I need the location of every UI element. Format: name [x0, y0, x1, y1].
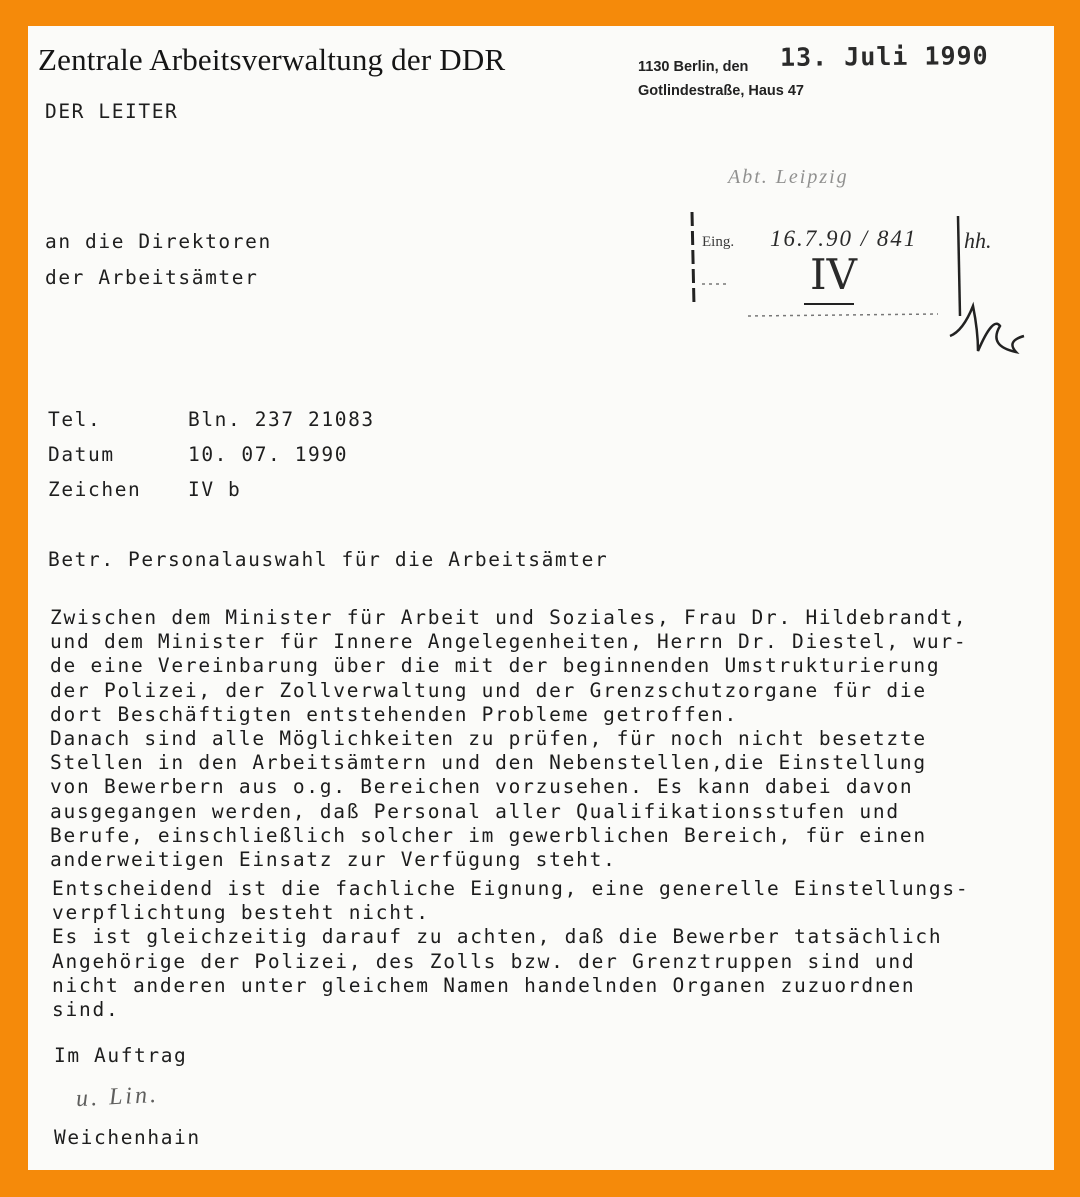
receipt-stamp — [688, 156, 1048, 376]
body-line: nicht anderen unter gleichem Namen handelnden Organen zuzuordnen — [52, 973, 916, 997]
address-street: Gotlindestraße, Haus 47 — [638, 83, 804, 99]
body-line: der Polizei, der Zollverwaltung und der Grenzschutzorgane für die — [50, 678, 927, 702]
receipt-stamp-department-mark: IV — [810, 250, 857, 299]
reference-value: IV b — [188, 478, 242, 501]
signatory-name: Weichenhain — [54, 1126, 201, 1149]
date-stamp: 13. Juli 1990 — [779, 41, 989, 72]
reference-label: Zeichen — [48, 478, 142, 501]
body-line: ausgegangen werden, daß Personal aller Qualifikationsstufen und — [50, 799, 900, 823]
date-label: Datum — [48, 443, 115, 466]
receipt-stamp-initials: hh. — [964, 228, 992, 253]
closing-phrase: Im Auftrag — [54, 1044, 188, 1067]
phone-label: Tel. — [48, 408, 102, 431]
body-line: Zwischen dem Minister für Arbeit und Soziales, Frau Dr. Hildebrandt, — [50, 606, 968, 629]
receipt-stamp-entry: 16.7.90 / 841 — [770, 226, 918, 251]
recipient-line-1: an die Direktoren — [45, 230, 272, 253]
body-line: anderweitigen Einsatz zur Verfügung steht. — [50, 848, 617, 872]
handwritten-signature: u. Lin. — [75, 1081, 160, 1113]
receipt-stamp-frame — [688, 156, 1048, 376]
body-line: Entscheidend ist die fachliche Eignung, eine generelle Einstellungs- — [52, 877, 970, 900]
body-paragraph — [52, 877, 969, 1022]
phone-value: Bln. 237 21083 — [188, 408, 375, 431]
department-heading: DER LEITER — [45, 100, 179, 123]
body-line: dort Beschäftigten entstehenden Probleme getroffen. — [50, 702, 738, 726]
body-line: de eine Vereinbarung über die mit der beginnenden Umstrukturierung — [50, 654, 941, 678]
body-line: Angehörige der Polizei, des Zolls bzw. der Grenztruppen sind und — [52, 949, 916, 973]
body-line: sind. — [52, 998, 120, 1022]
receipt-stamp-label: Eing. — [702, 234, 735, 250]
body-line: und dem Minister für Innere Angelegenheiten, Herrn Dr. Diestel, wur- — [50, 630, 968, 654]
body-line: Es ist gleichzeitig darauf zu achten, daß die Bewerber tatsächlich — [52, 925, 943, 949]
subject-line: Betr. Personalauswahl für die Arbeitsämter — [48, 548, 609, 571]
organization-name: Zentrale Arbeitsverwaltung der DDR — [38, 42, 506, 77]
body-line: von Bewerbern aus o.g. Bereichen vorzusehen. Es kann dabei davon — [50, 775, 914, 799]
recipient-line-2: der Arbeitsämter — [45, 266, 259, 289]
date-value: 10. 07. 1990 — [188, 443, 349, 466]
receipt-stamp-header: Abt. Leipzig — [728, 166, 849, 188]
address-city-date-label: 1130 Berlin, den — [638, 59, 749, 75]
body-line: Danach sind alle Möglichkeiten zu prüfen, für noch nicht besetzte — [50, 727, 927, 751]
letter-page — [28, 26, 1054, 1170]
body-line: Stellen in den Arbeitsämtern und den Nebenstellen,die Einstellung — [50, 751, 927, 775]
body-line: Berufe, einschließlich solcher im gewerblichen Bereich, für einen — [50, 823, 927, 847]
body-paragraph — [50, 606, 967, 872]
body-line: verpflichtung besteht nicht. — [52, 901, 430, 925]
